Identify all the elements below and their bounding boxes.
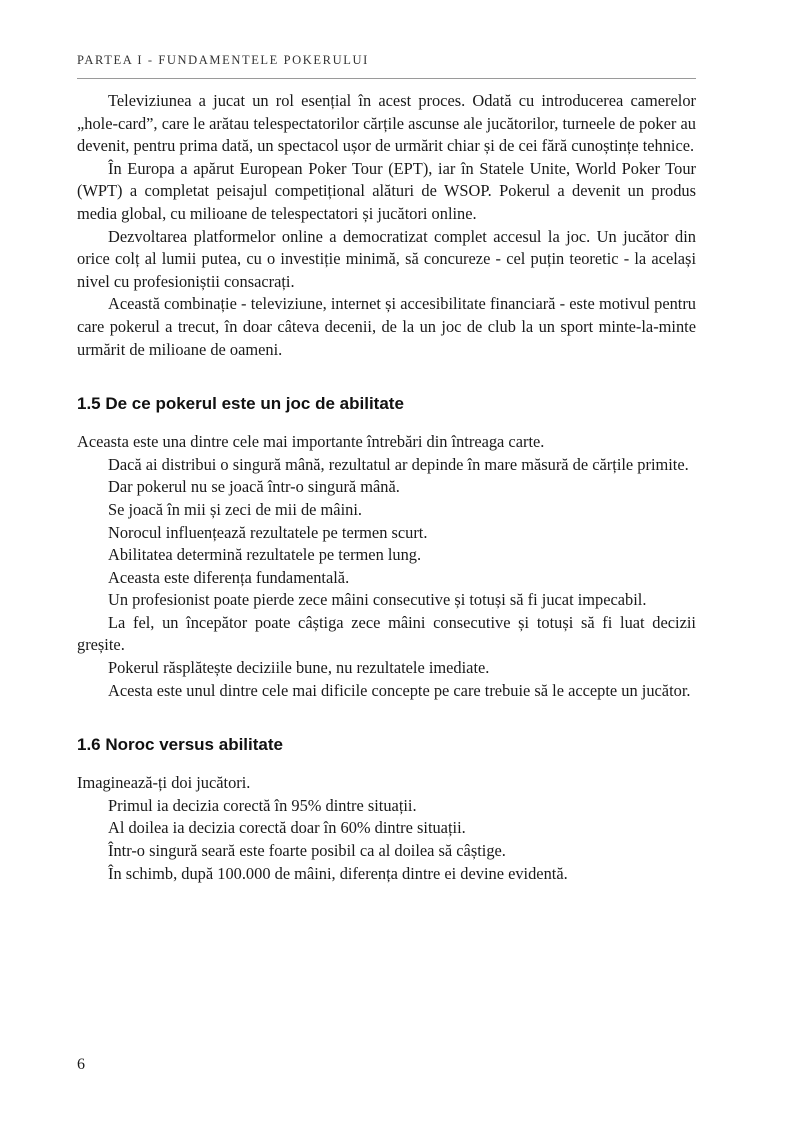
paragraph: Aceasta este una dintre cele mai importante întrebări din întreaga carte. (77, 432, 545, 452)
paragraph: Primul ia decizia corectă în 95% dintre situații. (108, 795, 417, 815)
paragraph: Imaginează-ți doi jucători. (77, 773, 251, 793)
paragraph: Pokerul răsplătește deciziile bune, nu rezultatele imediate. (108, 658, 490, 678)
paragraph: Abilitatea determină rezultatele pe termen lung. (108, 545, 422, 565)
page-number: 6 (77, 1056, 85, 1073)
paragraph: Dar pokerul nu se joacă într-o singură mână. (108, 477, 400, 497)
running-head: PARTEA I - FUNDAMENTELE POKERULUI (77, 53, 369, 67)
section-heading: 1.6 Noroc versus abilitate (77, 735, 283, 755)
paragraph: Norocul influențează rezultatele pe termen scurt. (108, 522, 428, 542)
paragraph: Într-o singură seară este foarte posibil ca al doilea să câștige. (108, 841, 506, 861)
paragraph: Aceasta este diferența fundamentală. (108, 567, 350, 587)
paragraph: În Europa a apărut European Poker Tour (EPT), iar în Statele Unite, World Poker Tour (WPT) a completat peisajul competițional alături de WSOP. Pokerul a devenit un produs media global, cu milioane de telespectatori și jucători online. (77, 158, 696, 223)
paragraph: Acesta este unul dintre cele mai dificile concepte pe care trebuie să le accepte un jucător. (108, 680, 691, 700)
section-heading: 1.5 De ce pokerul este un joc de abilitate (77, 394, 404, 414)
header-rule (77, 78, 696, 79)
paragraph: La fel, un începător poate câștiga zece mâini consecutive și totuși să fi luat decizii greșite. (77, 612, 696, 655)
page-body (77, 90, 696, 885)
paragraph: În schimb, după 100.000 de mâini, diferența dintre ei devine evidentă. (108, 863, 568, 883)
paragraph: Al doilea ia decizia corectă doar în 60% dintre situații. (108, 818, 466, 838)
paragraph: Dacă ai distribui o singură mână, rezultatul ar depinde în mare măsură de cărțile primite. (108, 454, 689, 474)
paragraph: Dezvoltarea platformelor online a democratizat complet accesul la joc. Un jucător din orice colț al lumii putea, cu o investiție minimă, să concureze - cel puțin teoretic - la același nivel cu profesioniștii consacrați. (77, 226, 696, 291)
paragraph: Se joacă în mii și zeci de mii de mâini. (108, 499, 362, 519)
paragraph: Un profesionist poate pierde zece mâini consecutive și totuși să fi jucat impecabil. (108, 590, 647, 610)
paragraph: Televiziunea a jucat un rol esențial în acest proces. Odată cu introducerea camerelor „hole-card”, care le arătau telespectatorilor cărțile ascunse ale jucătorilor, turneele de poker au devenit, pentru prima dată, un spectacol ușor de urmărit chiar și de cei fără cunoștințe tehnice. (77, 91, 696, 156)
paragraph: Această combinație - televiziune, internet și accesibilitate financiară - este motivul pentru care pokerul a trecut, în doar câteva decenii, de la un joc de club la un sport minte-la-minte urmărit de milioane de oameni. (77, 294, 696, 359)
